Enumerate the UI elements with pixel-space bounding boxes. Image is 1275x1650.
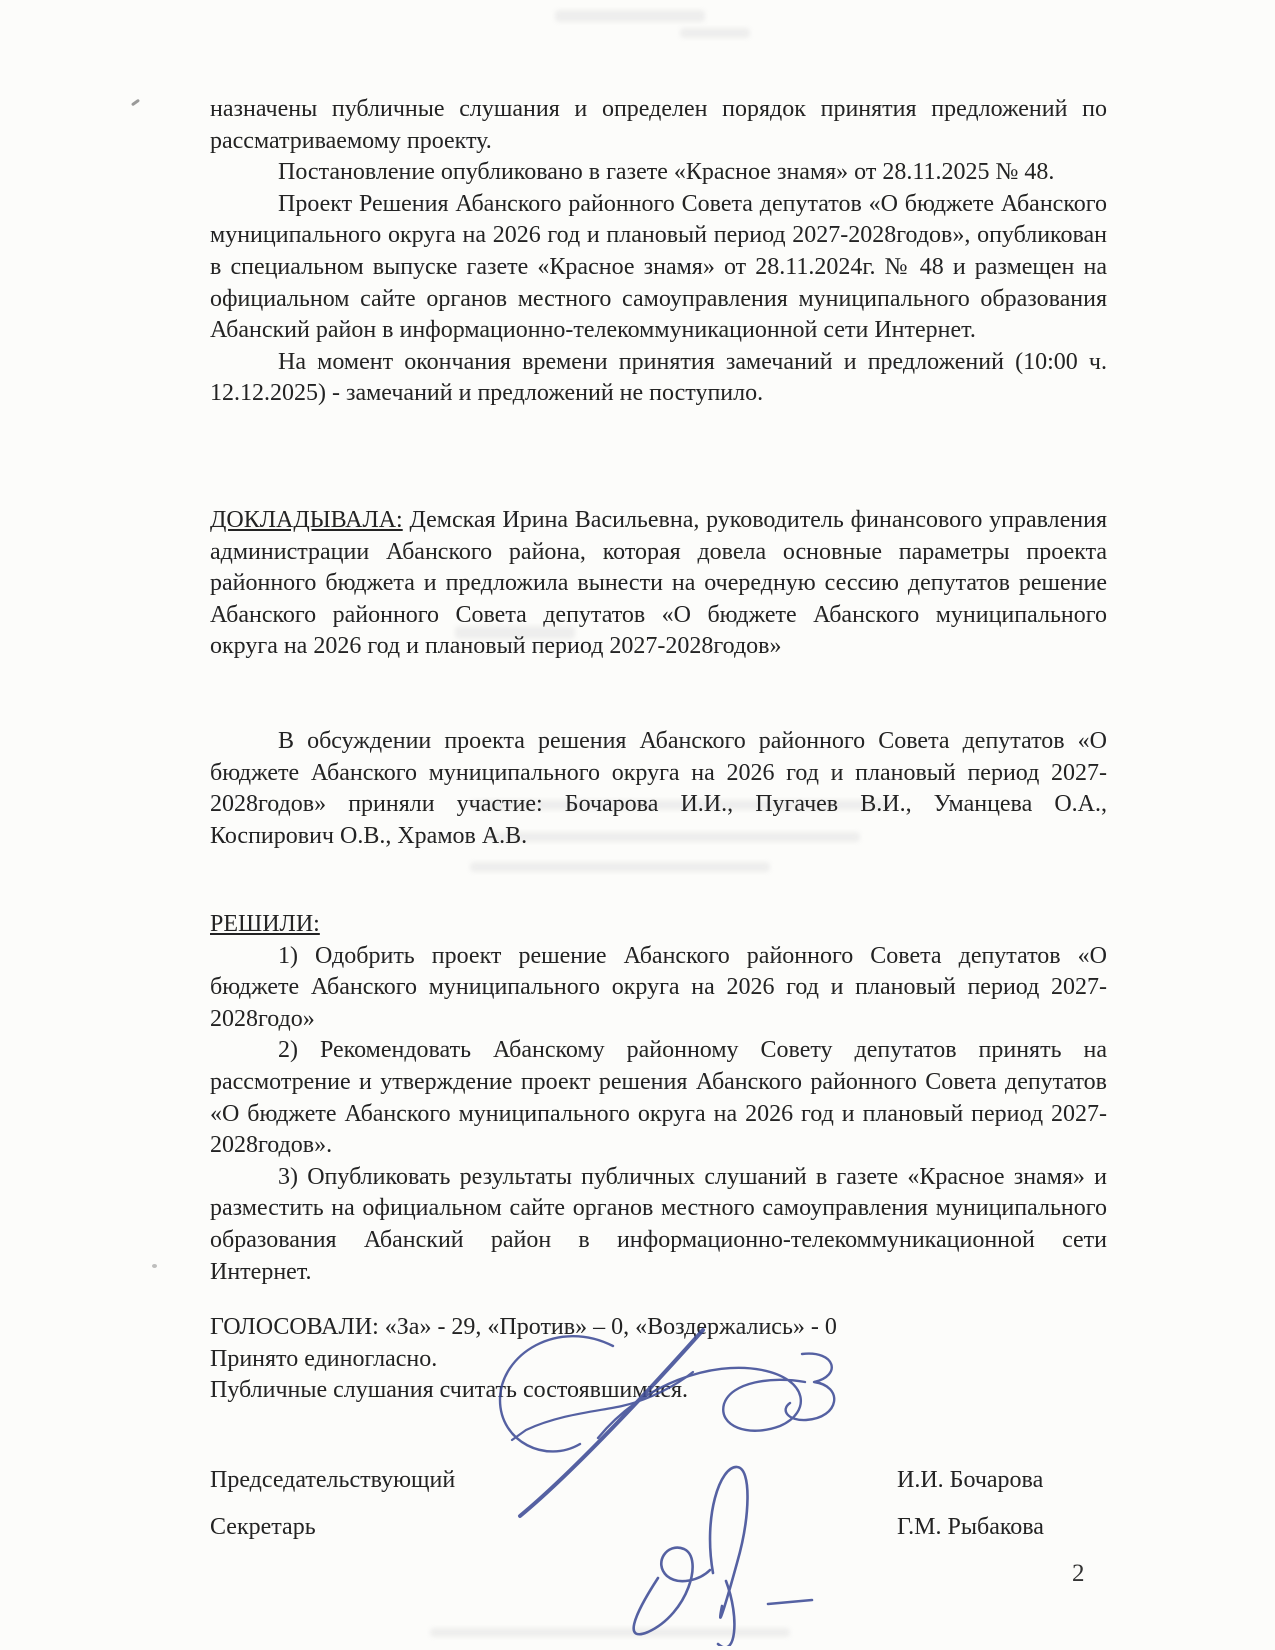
decisions-section (210, 909, 1107, 1288)
decision-item-3: 3) Опубликовать результаты публичных слушаний в газете «Красное знамя» и разместить на официальном сайте органов местного самоуправления муниципального образования Абанский район в информационно-телекоммуникационной сети Интернет. (210, 1163, 1107, 1285)
dokladyvala-label: ДОКЛАДЫВАЛА: (210, 507, 403, 533)
reshili-heading: РЕШИЛИ: (210, 911, 320, 937)
secretary-name: Г.М. Рыбакова (897, 1514, 1044, 1540)
discussion-section (210, 726, 1107, 852)
pen-mark-artifact (131, 99, 140, 107)
paragraph-postanovlenie: Постановление опубликовано в газете «Красное знамя» от 28.11.2025 № 48. (278, 159, 1055, 186)
paragraph-dokladyvala (210, 505, 1107, 663)
scan-artifact (555, 10, 705, 22)
dokladyvala-text: Демская Ирина Васильевна, руководитель финансового управления администрации Абанского района, которая довела основные параметры проекта районного бюджета и предложила вынести на очередную сессию депутатов решение Абанского районного Совета депутатов «О бюджете Абанского муниципального округа на 2026 год и плановый период 2027-2028годов» (210, 507, 1107, 660)
voting-results: ГОЛОСОВАЛИ: «За» - 29, «Против» – 0, «Воздержались» - 0 (210, 1314, 837, 1340)
hearings-held-statement: Публичные слушания считать состоявшимися. (210, 1377, 688, 1404)
paragraph-no-proposals: На момент окончания времени принятия замечаний и предложений (10:00 ч. 12.12.2025) - замечаний и предложений не поступило. (210, 348, 1107, 407)
intro-section (210, 94, 1107, 410)
handwritten-signatures-image (450, 1316, 870, 1646)
paragraph-project-publication: Проект Решения Абанского районного Совета депутатов «О бюджете Абанского муниципального округа на 2026 год и плановый период 2027-2028годов», опубликован в специальном выпуске газете «Красное знамя» от 28.11.2024г. № 48 и размещен на официальном сайте органов местного самоуправления муниципального образования Абанский район в информационно-телекоммуникационной сети Интернет. (210, 190, 1107, 344)
pen-mark-artifact (152, 1264, 157, 1268)
scan-artifact (470, 862, 770, 872)
reporter-section (210, 505, 1107, 663)
paragraph-continuation: назначены публичные слушания и определен порядок принятия предложений по рассматриваемому проекту. (210, 96, 1107, 154)
decision-item-1: 1) Одобрить проект решение Абанского районного Совета депутатов «О бюджете Абанского муниципального округа на 2026 год и плановый период 2027-2028годо» (210, 942, 1107, 1032)
adopted-unanimously: Принято единогласно. (210, 1345, 438, 1372)
paragraph-discussion: В обсуждении проекта решения Абанского районного Совета депутатов «О бюджете Абанского муниципального округа на 2026 год и плановый период 2027-2028годов» приняли участие: Бочарова И.И., Пугачев В.И., Уманцева О.А., Коспирович О.В., Храмов А.В. (210, 728, 1107, 849)
chair-role-label: Председательствующий (210, 1467, 456, 1493)
chair-name: И.И. Бочарова (897, 1467, 1044, 1493)
scan-artifact (680, 28, 750, 38)
decision-item-2: 2) Рекомендовать Абанскому районному Совету депутатов принять на рассмотрение и утверждение проект решения Абанского районного Совета депутатов «О бюджете Абанского муниципального округа на 2026 год и плановый период 2027-2028годов». (210, 1037, 1107, 1159)
page-number: 2 (1072, 1560, 1085, 1587)
secretary-role-label: Секретарь (210, 1514, 316, 1540)
